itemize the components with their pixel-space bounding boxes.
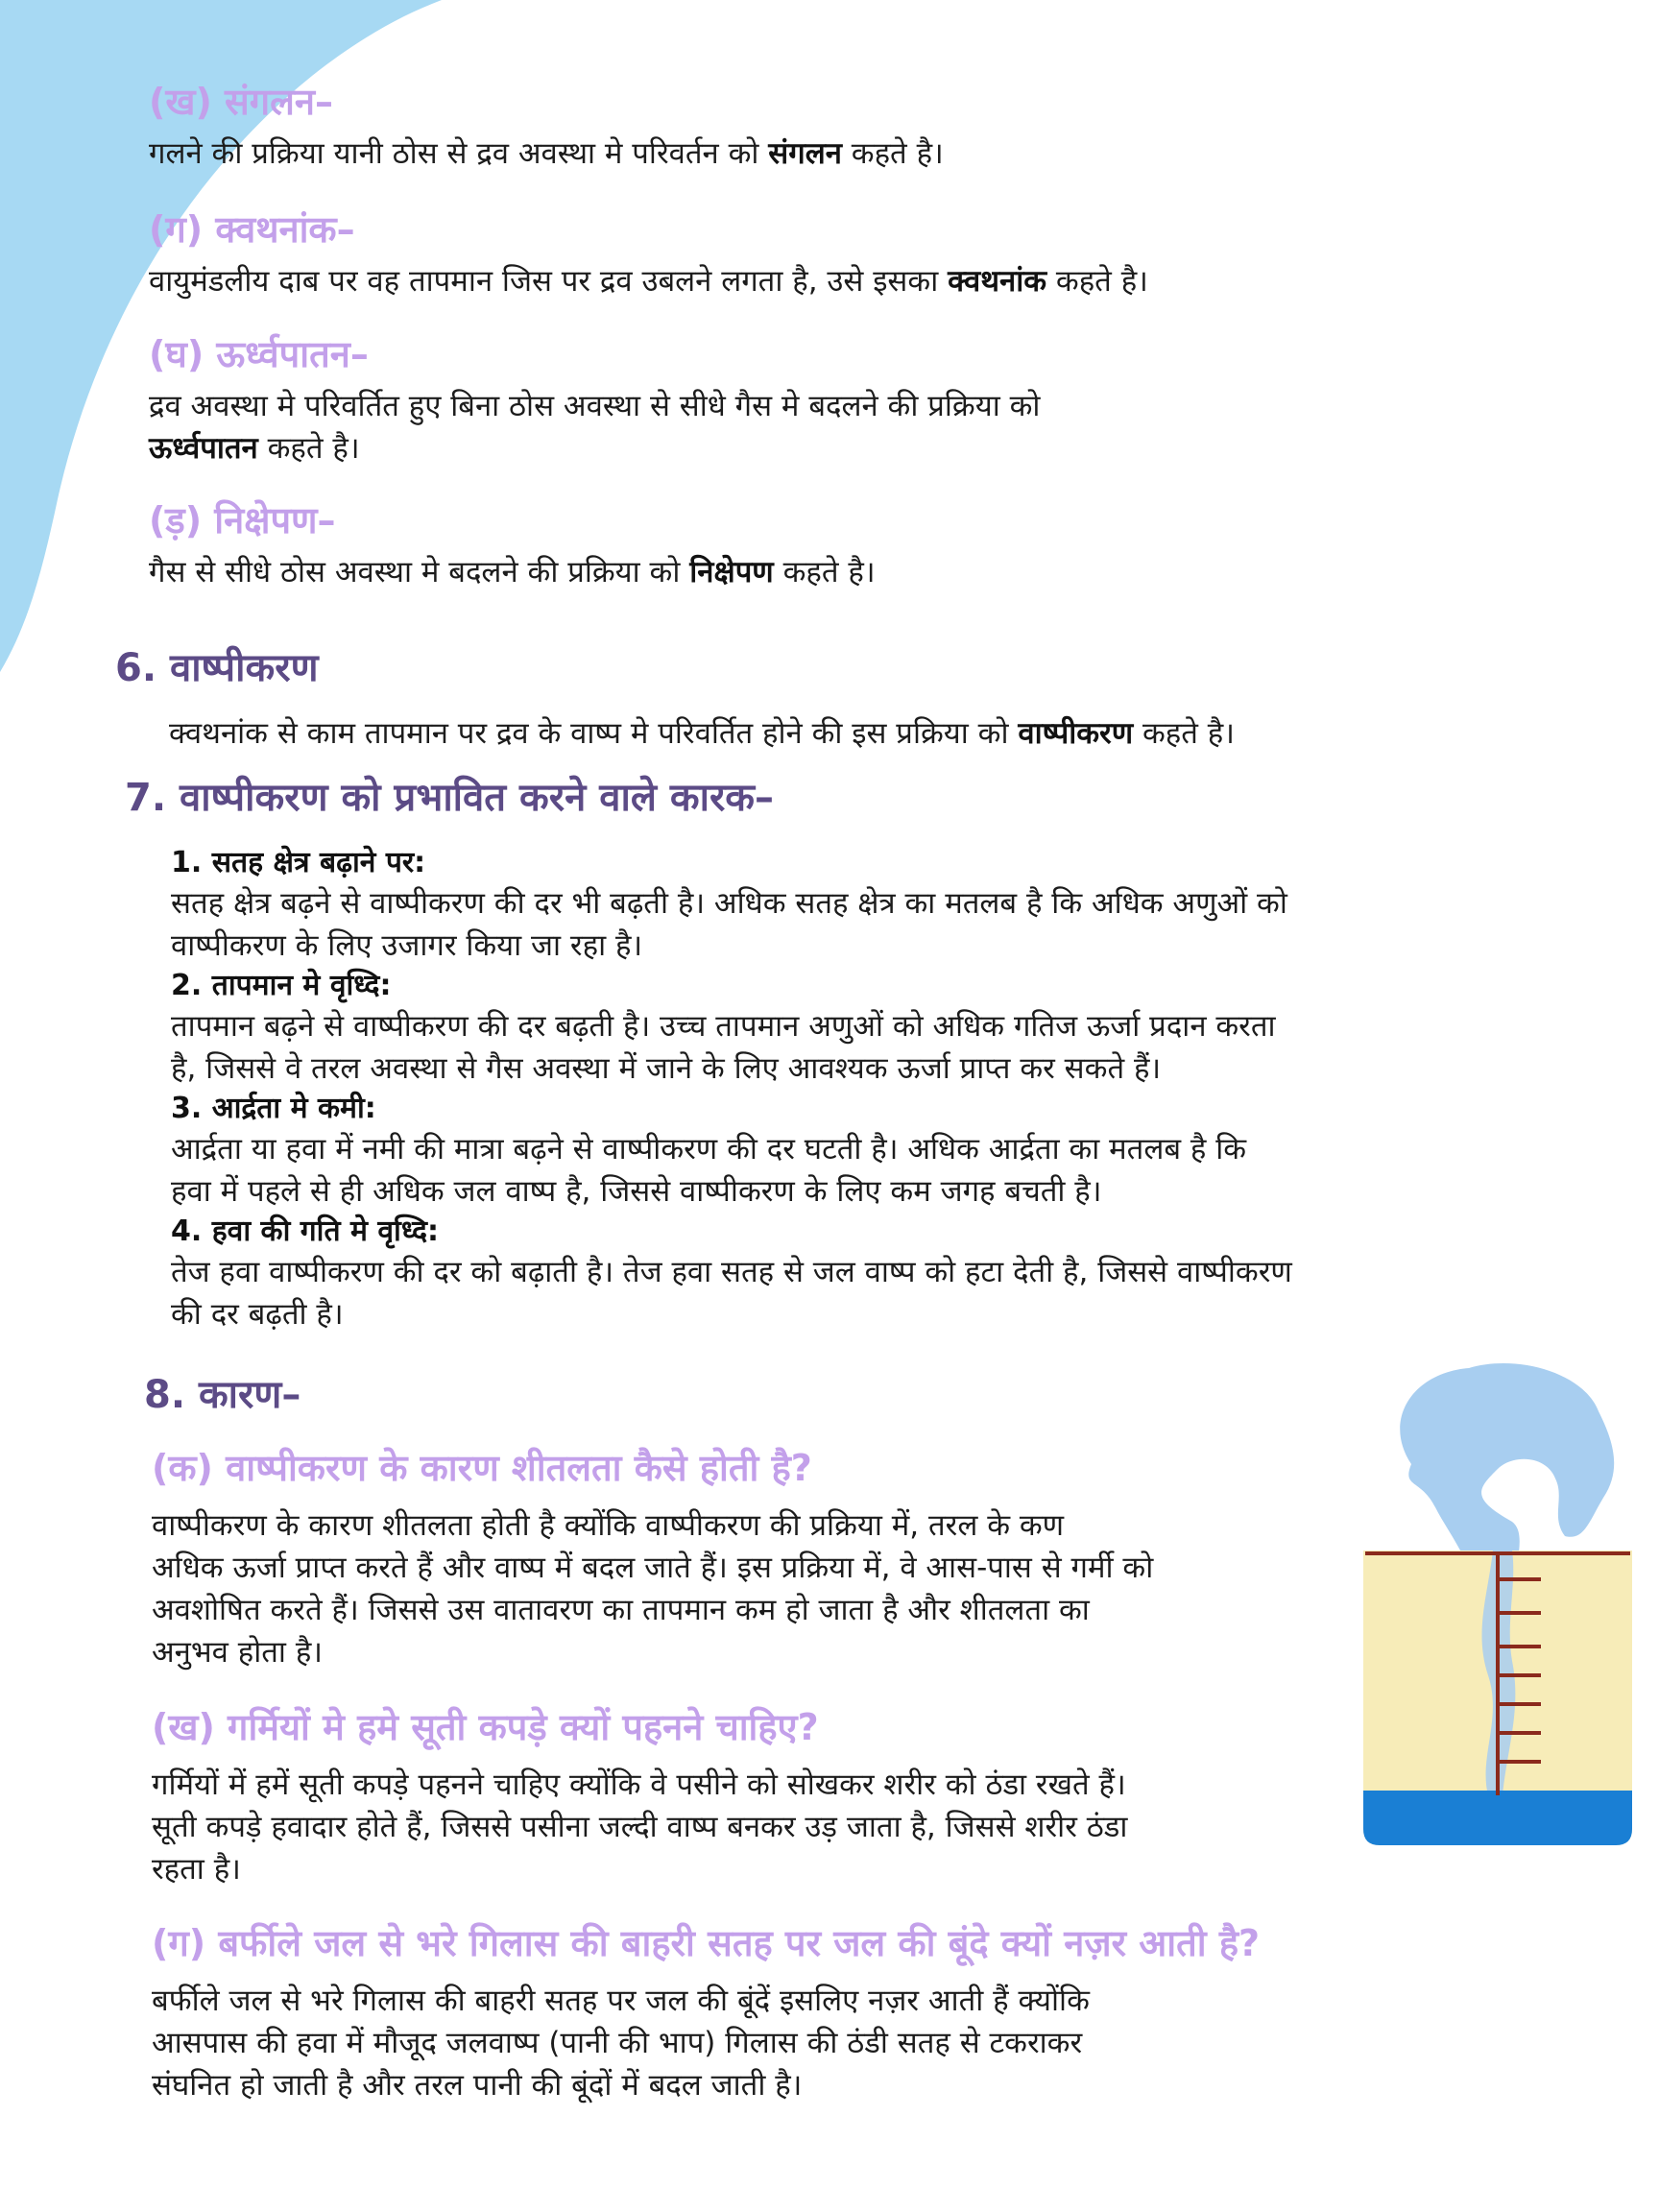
- heading-question-3: (ग) बर्फीले जल से भरे गिलास की बाहरी सतह पर जल की बूंदे क्यों नज़र आती है?: [152, 1922, 1261, 1964]
- answer-line: आसपास की हवा में मौजूद जलवाष्प (पानी की भाप) गिलास की ठंडी सतह से टकराकर: [152, 2026, 1083, 2060]
- text-kvathanank: वायुमंडलीय दाब पर वह तापमान जिस पर द्रव उबलने लगता है, उसे इसका क्वथनांक कहते है।: [149, 264, 1148, 299]
- factor-item: [171, 1213, 1623, 1335]
- answer-line: सूती कपड़े हवादार होते हैं, जिससे पसीना जल्दी वाष्प बनकर उड़ जाता है, जिससे शरीर ठंडा: [152, 1810, 1128, 1844]
- text-sangalan: गलने की प्रक्रिया यानी ठोस से द्रव अवस्था मे परिवर्तन को संगलन कहते है।: [149, 136, 944, 171]
- factor-item: [171, 844, 1623, 967]
- factor-text-line: सतह क्षेत्र बढ़ने से वाष्पीकरण की दर भी बढ़ती है। अधिक सतह क्षेत्र का मतलब है कि अधिक अणुओं को: [171, 886, 1287, 921]
- answer-line: वाष्पीकरण के कारण शीतलता होती है क्योंकि वाष्पीकरण की प्रक्रिया में, तरल के कण: [152, 1508, 1065, 1543]
- heading-nikshepan: (ड़) निक्षेपण–: [149, 499, 336, 541]
- term-kvathanank: क्वथनांक: [948, 264, 1047, 299]
- text-vashpikaran: क्वथनांक से काम तापमान पर द्रव के वाष्प मे परिवर्तित होने की इस प्रक्रिया को वाष्पीकरण कहते है।: [169, 716, 1235, 751]
- section-urdhvapatan: [149, 331, 1493, 469]
- question-3: [152, 1920, 1592, 2106]
- section-nikshepan: [149, 497, 1493, 593]
- answer-line: बर्फीले जल से भरे गिलास की बाहरी सतह पर जल की बूंदें इसलिए नज़र आती हैं क्योंकि: [152, 1984, 1090, 2018]
- factor-title: 2. तापमान मे वृध्दि:: [171, 969, 392, 1002]
- answer-line: गर्मियों में हमें सूती कपड़े पहनने चाहिए क्योंकि वे पसीने को सोखकर शरीर को ठंडा रखते हैं।: [152, 1767, 1126, 1802]
- answer-line: संघनित हो जाती है और तरल पानी की बूंदों में बदल जाती है।: [152, 2068, 803, 2103]
- factor-title: 3. आर्द्रता मे कमी:: [171, 1092, 376, 1125]
- factor-list: [125, 844, 1623, 1335]
- section-factors: [125, 773, 1623, 1335]
- heading-karan: 8. कारण–: [144, 1373, 301, 1417]
- section-vashpikaran: [115, 643, 1613, 755]
- question-1: [152, 1445, 1361, 1673]
- term-sangalan: संगलन: [768, 136, 842, 171]
- factor-title: 4. हवा की गति मे वृध्दि:: [171, 1214, 440, 1248]
- beaker-liquid: [1363, 1791, 1632, 1845]
- term-vashpikaran: वाष्पीकरण: [1018, 716, 1134, 751]
- heading-question-2: (ख) गर्मियों मे हमे सूती कपड़े क्यों पहनने चाहिए?: [152, 1706, 819, 1748]
- section-kvathanank: [149, 206, 1541, 302]
- answer-line: अवशोषित करते हैं। जिससे उस वातावरण का तापमान कम हो जाता है और शीतलता का: [152, 1593, 1090, 1627]
- heading-factors: 7. वाष्पीकरण को प्रभावित करने वाले कारक–: [125, 776, 775, 820]
- answer-line: रहता है।: [152, 1852, 241, 1887]
- section-sangalan: [149, 79, 1493, 175]
- factor-item: [171, 967, 1623, 1090]
- factor-text-line: की दर बढ़ती है।: [171, 1297, 344, 1332]
- section-karan: [144, 1370, 1363, 1420]
- factor-text-line: आर्द्रता या हवा में नमी की मात्रा बढ़ने से वाष्पीकरण की दर घटती है। अधिक आर्द्रता का मतलब है कि: [171, 1132, 1247, 1166]
- factor-text-line: तेज हवा वाष्पीकरण की दर को बढ़ाती है। तेज हवा सतह से जल वाष्प को हटा देती है, जिससे वाष्पीकरण: [171, 1255, 1292, 1289]
- answer-line: अनुभव होता है।: [152, 1635, 324, 1670]
- answer-line: अधिक ऊर्जा प्राप्त करते हैं और वाष्प में बदल जाते हैं। इस प्रक्रिया में, वे आस-पास से गर्मी को: [152, 1551, 1154, 1585]
- text-urdhvapatan-line2: ऊर्ध्वपातन कहते है।: [149, 431, 360, 466]
- term-nikshepan: निक्षेपण: [689, 555, 774, 589]
- beaker-illustration: [1344, 1344, 1651, 1853]
- heading-sangalan: (ख) संगलन–: [149, 81, 333, 123]
- heading-kvathanank: (ग) क्वथनांक–: [149, 208, 355, 251]
- term-urdhvapatan: ऊर्ध्वपातन: [149, 431, 258, 466]
- factor-title: 1. सतह क्षेत्र बढ़ाने पर:: [171, 846, 426, 879]
- factor-item: [171, 1090, 1623, 1213]
- heading-question-1: (क) वाष्पीकरण के कारण शीतलता कैसे होती है?: [152, 1447, 812, 1489]
- heading-urdhvapatan: (घ) ऊर्ध्वपातन–: [149, 333, 369, 375]
- text-nikshepan: गैस से सीधे ठोस अवस्था मे बदलने की प्रक्रिया को निक्षेपण कहते है।: [149, 555, 876, 589]
- heading-vashpikaran: 6. वाष्पीकरण: [115, 646, 319, 690]
- factor-text-line: है, जिससे वे तरल अवस्था से गैस अवस्था में जाने के लिए आवश्यक ऊर्जा प्राप्त कर सकते हैं।: [171, 1051, 1162, 1086]
- text-urdhvapatan-line1: द्रव अवस्था मे परिवर्तित हुए बिना ठोस अवस्था से सीधे गैस मे बदलने की प्रक्रिया को: [149, 389, 1041, 423]
- factor-text-line: तापमान बढ़ने से वाष्पीकरण की दर बढ़ती है। उच्च तापमान अणुओं को अधिक गतिज ऊर्जा प्रदान करता: [171, 1009, 1276, 1044]
- factor-text-line: हवा में पहले से ही अधिक जल वाष्प है, जिससे वाष्पीकरण के लिए कम जगह बचती है।: [171, 1174, 1102, 1209]
- factor-text-line: वाष्पीकरण के लिए उजागर किया जा रहा है।: [171, 928, 643, 963]
- question-2: [152, 1704, 1361, 1890]
